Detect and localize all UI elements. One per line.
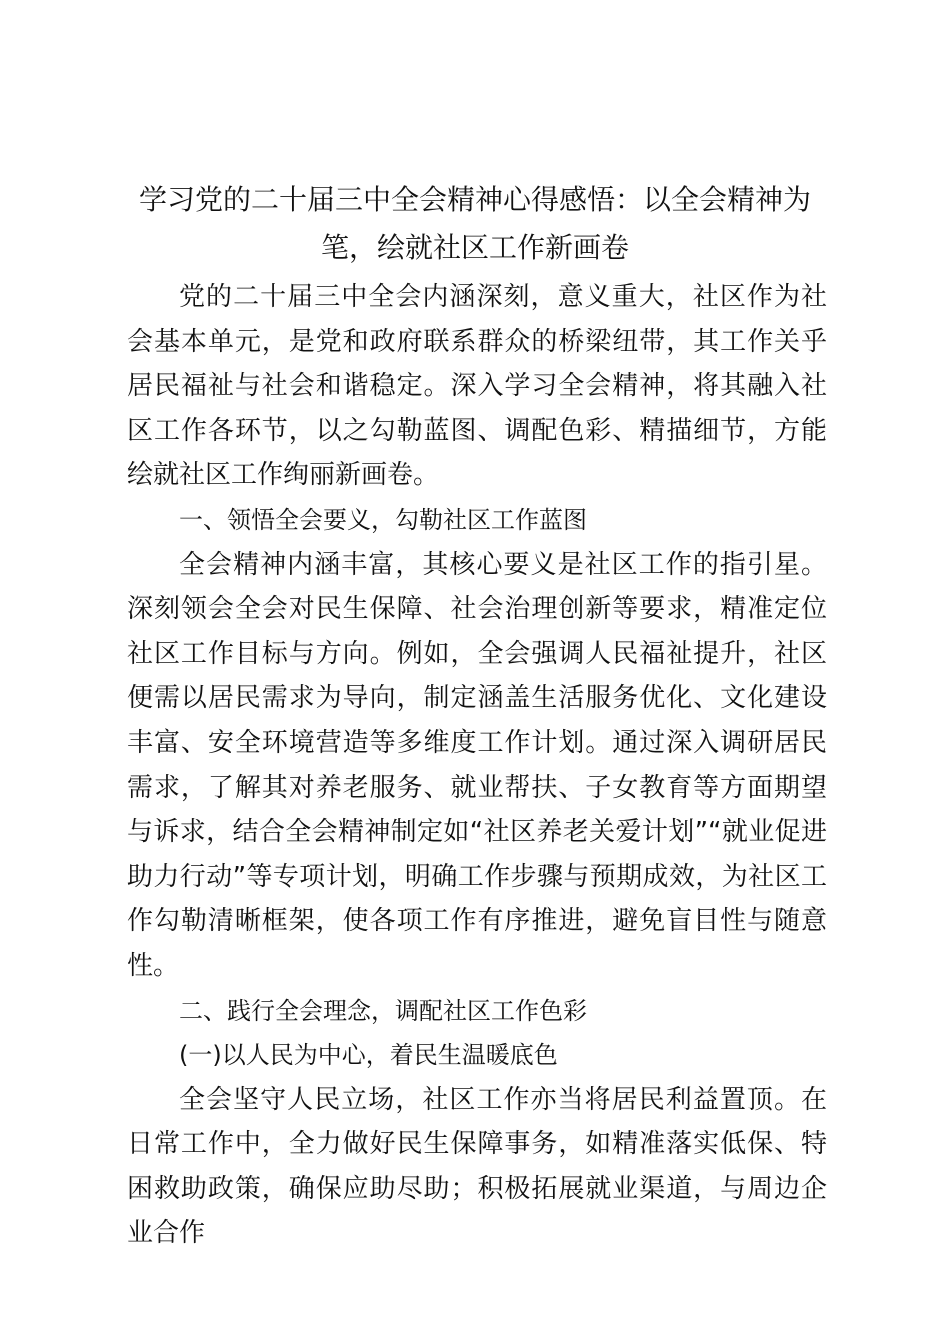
intro-paragraph: 党的二十届三中全会内涵深刻，意义重大，社区作为社会基本单元，是党和政府联系群众的桥梁纽带，其工作关乎居民福祉与社会和谐稳定。深入学习全会精神，将其融入社区工作各环节，以之勾勒蓝图、调配色彩、精描细节，方能绘就社区工作绚丽新画卷。 [127,282,827,491]
section-1-paragraph: 全会精神内涵丰富，其核心要义是社区工作的指引星。深刻领会全会对民生保障、社会治理创新等要求，精准定位社区工作目标与方向。例如，全会强调人民福祉提升，社区便需以居民需求为导向，制定涵盖生活服务优化、文化建设丰富、安全环境营造等多维度工作计划。通过深入调研居民需求，了解其对养老服务、就业帮扶、子女教育等方面期望与诉求，结合全会精神制定如“社区养老关爱计划”“就业促进助力行动”等专项计划，明确工作步骤与预期成效，为社区工作勾勒清晰框架，使各项工作有序推进，避免盲目性与随意性。 [127,549,827,981]
document-title: 学习党的二十届三中全会精神心得感悟：以全会精神为笔，绘就社区工作新画卷 [138,183,811,264]
section-heading-2: 二、践行全会理念，调配社区工作色彩 [179,996,587,1025]
subsection-2-1-paragraph: 全会坚守人民立场，社区工作亦当将居民利益置顶。在日常工作中，全力做好民生保障事务，如精准落实低保、特困救助政策，确保应助尽助；积极拓展就业渠道，与周边企业合作 [127,1084,827,1249]
section-heading-1: 一、领悟全会要义，勾勒社区工作蓝图 [179,505,587,534]
subsection-heading-2-1: (一)以人民为中心，着民生温暖底色 [179,1041,558,1070]
document-body [127,275,827,1256]
